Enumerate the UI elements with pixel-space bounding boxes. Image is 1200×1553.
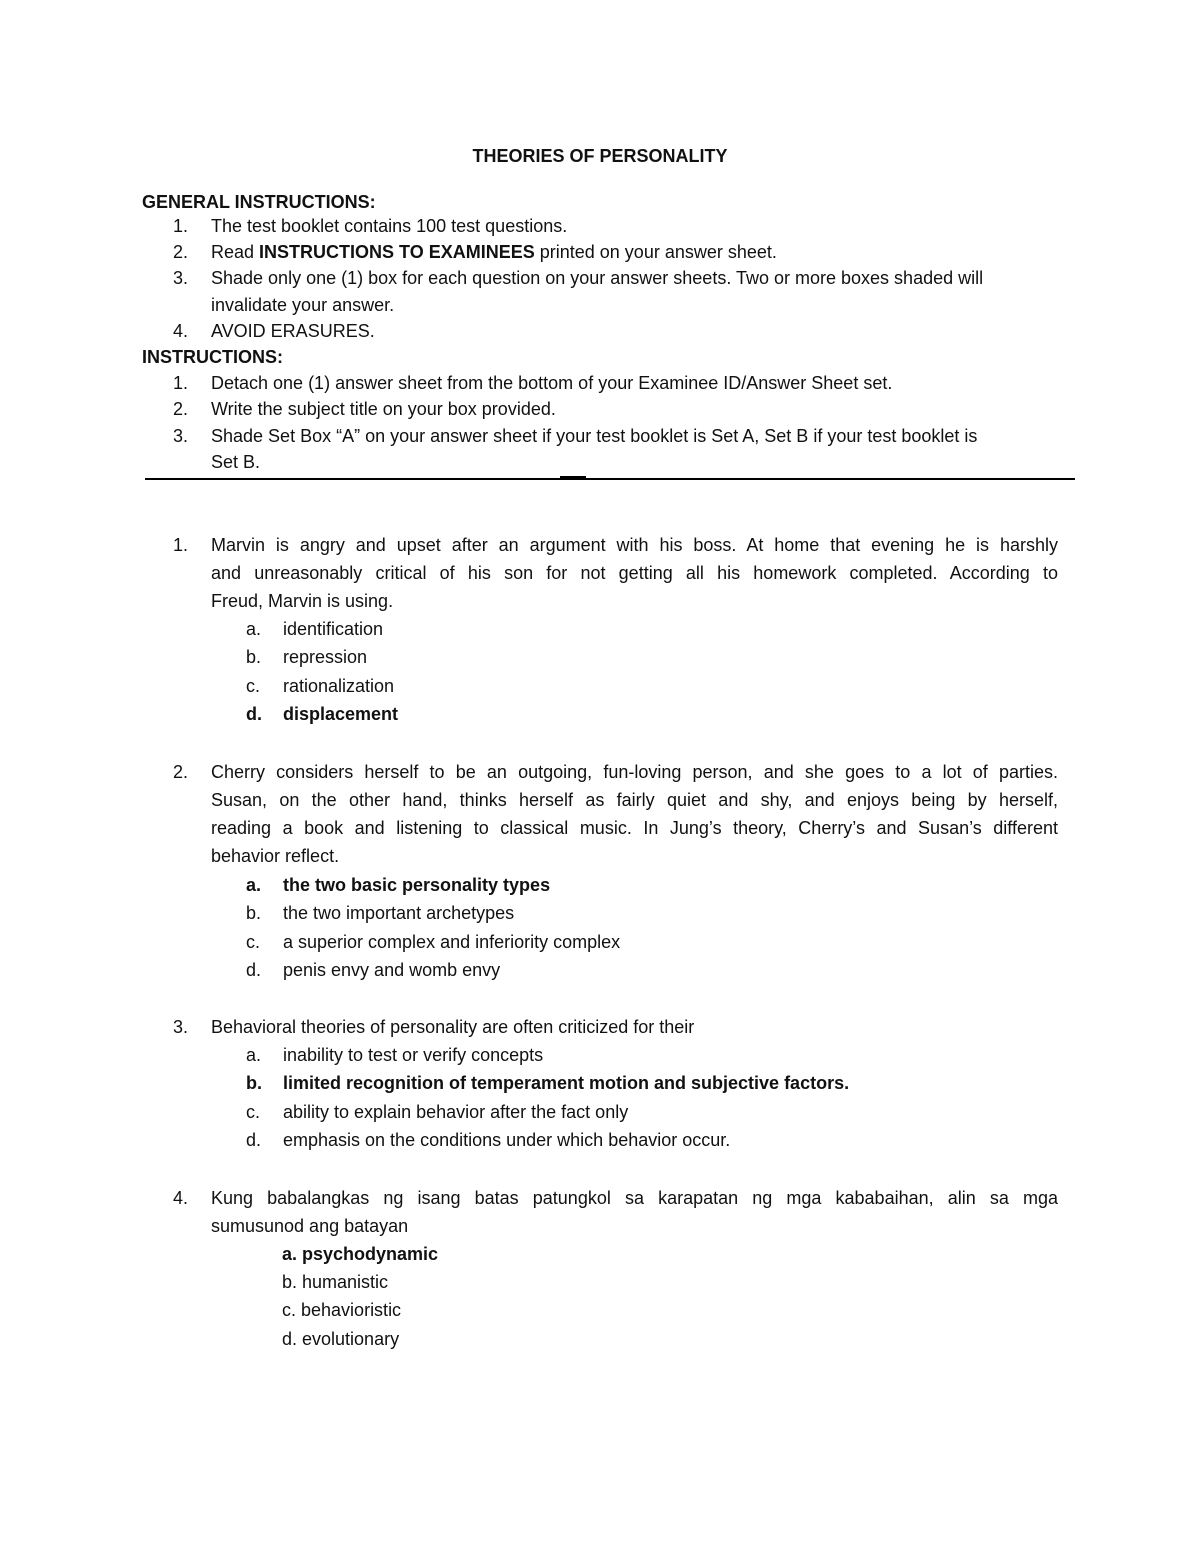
document-title: THEORIES OF PERSONALITY (472, 146, 728, 166)
instructions-item-number: 3. (173, 426, 189, 446)
choice-letter: d. (246, 704, 262, 724)
text-run: Write the subject title on your box provided. (211, 399, 556, 419)
section-divider-accent (560, 476, 586, 478)
choice-letter: b. (282, 1272, 303, 1292)
answer-choice (282, 1242, 438, 1266)
question-text: and unreasonably critical of his son for not getting all his homework completed. According to (211, 563, 1058, 583)
choice-text: humanistic (302, 1272, 389, 1292)
choice-letter: b. (246, 647, 262, 667)
choice-text: limited recognition of temperament motion and subjective factors. (283, 1073, 850, 1093)
choice-letter: b. (246, 1073, 262, 1093)
choice-text: a superior complex and inferiority complex (283, 932, 621, 952)
choice-text: the two important archetypes (283, 903, 515, 923)
instructions-item-text (211, 371, 892, 395)
instructions-item-text (211, 450, 260, 474)
emphasis-text: INSTRUCTIONS TO EXAMINEES (259, 242, 535, 262)
choice-letter: c. (282, 1300, 302, 1320)
choice-letter: d. (246, 960, 262, 980)
section-divider (145, 478, 1075, 480)
text-run: printed on your answer sheet. (534, 242, 777, 262)
choice-text: inability to test or verify concepts (283, 1045, 544, 1065)
choice-text: psychodynamic (302, 1244, 439, 1264)
question-text: Kung babalangkas ng isang batas patungkol sa karapatan ng mga kababaihan, alin sa mga (211, 1188, 1058, 1208)
choice-letter: c. (246, 1102, 261, 1122)
text-run: Set B. (211, 452, 261, 472)
general-item-number: 2. (173, 242, 189, 262)
question-text: Behavioral theories of personality are often criticized for their (211, 1017, 695, 1037)
choice-text: penis envy and womb envy (283, 960, 501, 980)
choice-letter: a. (246, 619, 262, 639)
question-number: 3. (173, 1017, 189, 1037)
text-run: invalidate your answer. (211, 295, 395, 315)
general-item-text (211, 240, 777, 264)
general-item-number: 3. (173, 268, 189, 288)
choice-letter: a. (282, 1244, 303, 1264)
question-text: Freud, Marvin is using. (211, 591, 394, 611)
choice-letter: d. (282, 1329, 303, 1349)
general-item-text (211, 214, 567, 238)
question-number: 2. (173, 762, 189, 782)
choice-letter: c. (246, 676, 261, 696)
choice-text: emphasis on the conditions under which behavior occur. (283, 1130, 731, 1150)
choice-text: ability to explain behavior after the fact only (283, 1102, 629, 1122)
text-run: Detach one (1) answer sheet from the bottom of your Examinee ID/Answer Sheet set. (211, 373, 893, 393)
answer-choice (282, 1270, 388, 1294)
answer-choice (282, 1327, 399, 1351)
text-run: Shade Set Box “A” on your answer sheet if your test booklet is Set A, Set B if your test booklet is (211, 426, 978, 446)
choice-text: behavioristic (301, 1300, 402, 1320)
question-number: 1. (173, 535, 189, 555)
choice-text: rationalization (283, 676, 395, 696)
general-item-text (211, 293, 394, 317)
instructions-item-text (211, 424, 977, 448)
question-text: Susan, on the other hand, thinks herself as fairly quiet and shy, and enjoys being by herself, (211, 790, 1058, 810)
choice-text: the two basic personality types (283, 875, 551, 895)
text-run: AVOID ERASURES. (211, 321, 375, 341)
question-text: sumusunod ang batayan (211, 1216, 409, 1236)
question-number: 4. (173, 1188, 189, 1208)
general-heading: GENERAL INSTRUCTIONS: (142, 192, 376, 212)
text-run: Read (211, 242, 260, 262)
choice-text: identification (283, 619, 384, 639)
choice-letter: b. (246, 903, 262, 923)
general-item-number: 4. (173, 321, 189, 341)
question-text: behavior reflect. (211, 846, 340, 866)
question-text: reading a book and listening to classical music. In Jung’s theory, Cherry’s and Susan’s different (211, 818, 1058, 838)
instructions-item-text (211, 397, 556, 421)
general-item-number: 1. (173, 216, 189, 236)
question-text: Marvin is angry and upset after an argument with his boss. At home that evening he is harshly (211, 535, 1058, 555)
choice-letter: a. (246, 1045, 262, 1065)
answer-choice (282, 1298, 401, 1322)
text-run: The test booklet contains 100 test questions. (211, 216, 568, 236)
choice-text: repression (283, 647, 368, 667)
general-item-text (211, 266, 983, 290)
instructions-heading: INSTRUCTIONS: (142, 347, 283, 367)
choice-letter: c. (246, 932, 261, 952)
choice-letter: d. (246, 1130, 262, 1150)
text-run: Shade only one (1) box for each question on your answer sheets. Two or more boxes shaded will (211, 268, 984, 288)
instructions-item-number: 2. (173, 399, 189, 419)
choice-text: displacement (283, 704, 399, 724)
choice-letter: a. (246, 875, 262, 895)
choice-text: evolutionary (302, 1329, 400, 1349)
instructions-item-number: 1. (173, 373, 189, 393)
general-item-text (211, 319, 375, 343)
question-text: Cherry considers herself to be an outgoing, fun-loving person, and she goes to a lot of parties. (211, 762, 1058, 782)
